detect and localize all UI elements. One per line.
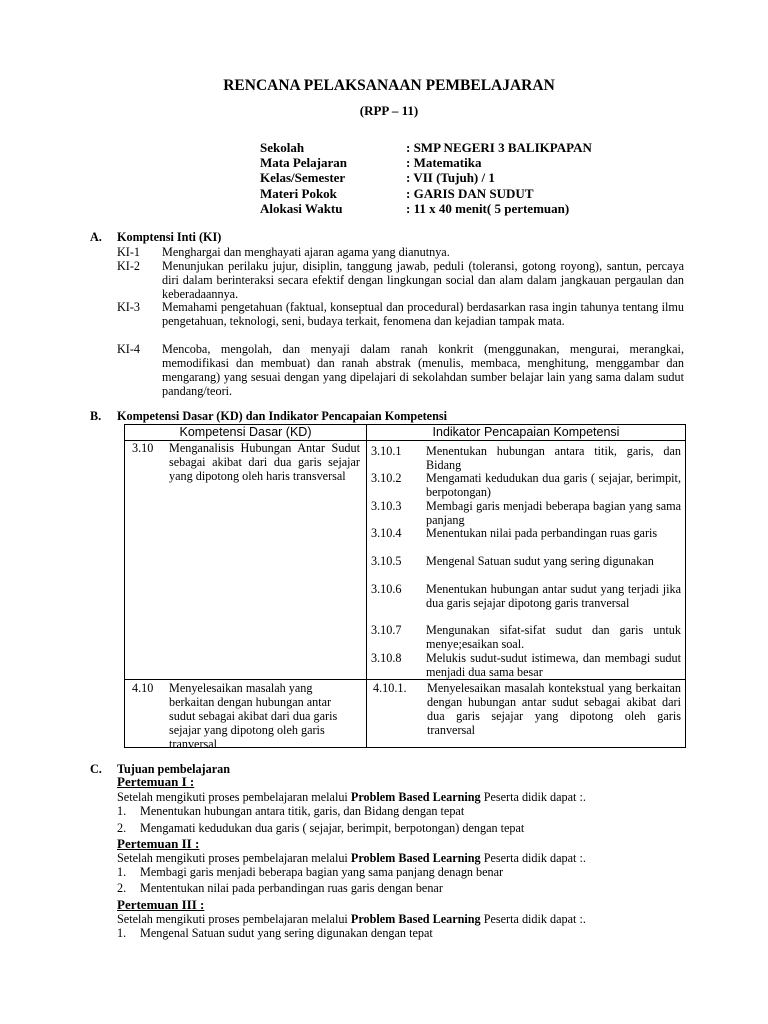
meeting-intro xyxy=(117,912,586,926)
intro-text-end: Peserta didik dapat :. xyxy=(480,851,586,865)
indicator-number: 3.10.8 xyxy=(371,651,402,665)
indicator-text: Menentukan nilai pada perbandingan ruas garis xyxy=(426,526,658,540)
section-title: Tujuan pembelajaran xyxy=(117,762,230,776)
objective-text: Membagi garis menjadi beberapa bagian yang sama panjang denagn benar xyxy=(140,865,504,879)
objective-text: Mententukan nilai pada perbandingan ruas garis dengan benar xyxy=(140,881,443,895)
ki-text: Menunjukan perilaku jujur, disiplin, tanggung jawab, peduli (toleransi, gotong royong), santun, percaya diri dalam berinteraksi secara efektif dengan lingkungan social dan alam dalam jangkauan pergaulan dan keberadaannya. xyxy=(162,259,684,301)
ki-code: KI-3 xyxy=(117,300,141,314)
objective-item xyxy=(117,926,433,940)
indicator-text: Mengenal Satuan sudut yang sering digunakan xyxy=(426,554,654,568)
objective-text: Mengamati kedudukan dua garis ( sejajar, berimpit, berpotongan) dengan tepat xyxy=(140,821,525,835)
kd-text: Menyelesaikan masalah yang berkaitan dengan hubungan antar sudut sebagai akibat dari dua garis sejajar yang dipotong oleh garis tranversal xyxy=(169,681,338,751)
section-letter: A. xyxy=(90,230,102,244)
objective-number: 1. xyxy=(117,804,127,818)
section-letter: B. xyxy=(90,409,102,423)
column-divider xyxy=(366,425,367,747)
kd-number: 3.10 xyxy=(132,441,154,455)
identity-label: Alokasi Waktu xyxy=(260,200,343,216)
objective-number: 1. xyxy=(117,926,127,940)
objective-number: 1. xyxy=(117,865,127,879)
column-header-kd: Kompetensi Dasar (KD) xyxy=(179,425,312,439)
ki-code: KI-1 xyxy=(117,245,141,259)
identity-row xyxy=(260,202,592,217)
identity-row xyxy=(260,171,592,186)
objective-item xyxy=(117,821,524,835)
document-subtitle: (RPP – 11) xyxy=(359,103,419,118)
meeting-title: Pertemuan II : xyxy=(117,836,200,851)
intro-method: Problem Based Learning xyxy=(350,851,481,865)
ki-code: KI-2 xyxy=(117,259,141,273)
identity-label: Materi Pokok xyxy=(260,185,337,201)
indicator-text: Mengunakan sifat-sifat sudut dan garis untuk menye;esaikan soal. xyxy=(426,623,681,651)
objective-item xyxy=(117,804,464,818)
section-title: Komptensi Inti (KI) xyxy=(117,230,222,244)
indicator-text: Mengamati kedudukan dua garis ( sejajar, berimpit, berpotongan) xyxy=(426,471,681,499)
table-header xyxy=(125,425,685,441)
meeting-intro xyxy=(117,851,586,865)
identity-label: Sekolah xyxy=(260,140,305,155)
section-title: Kompetensi Dasar (KD) dan Indikator Pencapaian Kompetensi xyxy=(117,409,447,423)
objective-number: 2. xyxy=(117,881,127,895)
indicator-text: Menentukan hubungan antara titik, garis, dan Bidang xyxy=(426,444,681,472)
intro-method: Problem Based Learning xyxy=(350,790,481,804)
intro-text: Setelah mengikuti proses pembelajaran melalui xyxy=(117,851,351,865)
section-letter: C. xyxy=(90,762,102,776)
ki-text: Memahami pengetahuan (faktual, konseptual dan procedural) berdasarkan rasa ingin tahunya tentang ilmu pengetahuan, teknologi, seni, budaya terkait, fenomena dan kejadian tampak mata. xyxy=(162,300,684,328)
identity-row xyxy=(260,156,592,171)
kd-text: Menganalisis Hubungan Antar Sudut sebagai akibat dari dua garis sejajar yang dipotong oleh haris transversal xyxy=(169,441,360,483)
indicator-number: 3.10.6 xyxy=(371,582,402,596)
indicator-number: 3.10.2 xyxy=(371,471,402,485)
intro-text-end: Peserta didik dapat :. xyxy=(480,912,586,926)
meeting-title: Pertemuan III : xyxy=(117,897,205,912)
identity-row xyxy=(260,141,592,156)
meeting-title: Pertemuan I : xyxy=(117,774,195,789)
ki-code: KI-4 xyxy=(117,342,141,356)
indicator-number: 3.10.5 xyxy=(371,554,402,568)
indicator-text: Melukis sudut-sudut istimewa, dan membagi sudut menjadi dua sama besar xyxy=(426,651,681,679)
identity-value: : 11 x 40 menit( 5 pertemuan) xyxy=(406,200,570,216)
row-divider xyxy=(125,679,685,680)
identity-label: Mata Pelajaran xyxy=(260,155,348,171)
identity-row xyxy=(260,187,592,202)
identity-value: : Matematika xyxy=(406,155,482,171)
objective-text: Menentukan hubungan antara titik, garis, dan Bidang dengan tepat xyxy=(140,804,465,818)
indicator-text: Membagi garis menjadi beberapa bagian yang sama panjang xyxy=(426,499,681,527)
indicator-number: 3.10.1 xyxy=(371,444,402,458)
kd-indicator-table xyxy=(124,424,686,751)
meeting-intro xyxy=(117,790,586,804)
identity-value: : SMP NEGERI 3 BALIKPAPAN xyxy=(406,140,592,155)
identity-label: Kelas/Semester xyxy=(260,170,346,186)
objective-item xyxy=(117,865,503,879)
objective-text: Mengenal Satuan sudut yang sering digunakan dengan tepat xyxy=(140,926,433,940)
identity-value: : GARIS DAN SUDUT xyxy=(406,185,534,201)
identity-table xyxy=(260,141,592,217)
kd-number: 4.10 xyxy=(132,681,154,695)
ki-text: Mencoba, mengolah, dan menyaji dalam ranah konkrit (menggunakan, mengurai, merangkai, memodifikasi dan membuat) dan ranah abstrak (menulis, membaca, menghitung, menggambar dan mengarang) yang sesuai dengan yang dipelajari di sekolahdan sumber belajar lain yang sama dalam sudut pandang/teori. xyxy=(162,342,684,398)
indicator-number: 3.10.7 xyxy=(371,623,402,637)
indicator-number: 4.10.1. xyxy=(373,681,407,695)
indicator-number: 3.10.4 xyxy=(371,526,402,540)
intro-text-end: Peserta didik dapat :. xyxy=(480,790,586,804)
document-title: RENCANA PELAKSANAAN PEMBELAJARAN xyxy=(223,77,555,94)
intro-method: Problem Based Learning xyxy=(350,912,481,926)
intro-text: Setelah mengikuti proses pembelajaran melalui xyxy=(117,790,351,804)
objective-number: 2. xyxy=(117,821,127,835)
indicator-text: Menyelesaikan masalah kontekstual yang berkaitan dengan hubungan antar sudut sebagai akibat dari dua garis sejajar yang dipotong oleh garis tranversal xyxy=(427,681,681,737)
column-header-indicator: Indikator Pencapaian Kompetensi xyxy=(432,425,620,439)
indicator-text: Menentukan hubungan antar sudut yang terjadi jika dua garis sejajar dipotong garis tranversal xyxy=(426,582,681,610)
identity-value: : VII (Tujuh) / 1 xyxy=(406,170,495,186)
indicator-number: 3.10.3 xyxy=(371,499,402,513)
intro-text: Setelah mengikuti proses pembelajaran melalui xyxy=(117,912,351,926)
ki-text: Menghargai dan menghayati ajaran agama yang dianutnya. xyxy=(162,245,450,259)
objective-item xyxy=(117,881,443,895)
